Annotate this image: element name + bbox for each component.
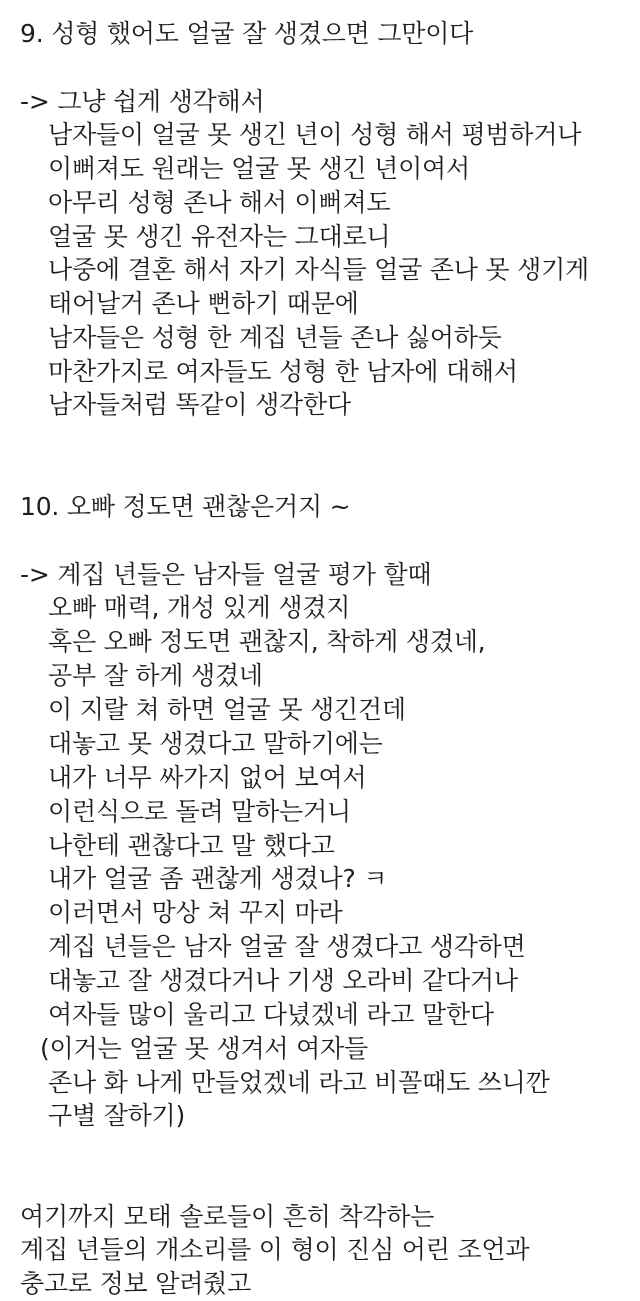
text-line: 이뻐져도 원래는 얼굴 못 생긴 년이여서 <box>48 154 470 183</box>
text-line: 여기까지 모태 솔로들이 흔히 착각하는 <box>20 1202 435 1231</box>
text-line: -> 계집 년들은 남자들 얼굴 평가 할때 <box>20 560 432 589</box>
text-line: 태어날거 존나 뻔하기 때문에 <box>48 289 359 318</box>
text-line: 충고로 정보 알려줬고 <box>20 1269 252 1298</box>
text-line: 이런식으로 돌려 말하는거니 <box>48 797 351 826</box>
text-line: 오빠 매력, 개성 있게 생겼지 <box>48 593 351 622</box>
text-line: 나중에 결혼 해서 자기 자식들 얼굴 존나 못 생기게 <box>48 255 589 284</box>
section-heading-9: 9. 성형 했어도 얼굴 잘 생겼으면 그만이다 <box>20 19 474 48</box>
text-line: 계집 년들의 개소리를 이 형이 진심 어린 조언과 <box>20 1235 530 1264</box>
text-line: 혹은 오빠 정도면 괜찮지, 착하게 생겼네, <box>48 627 486 656</box>
text-line: 아무리 성형 존나 해서 이뻐져도 <box>48 188 391 217</box>
text-line: 구별 잘하기) <box>48 1101 186 1130</box>
text-line: 이 지랄 쳐 하면 얼굴 못 생긴건데 <box>48 695 406 724</box>
text-line: (이거는 얼굴 못 생겨서 여자들 <box>40 1034 368 1063</box>
text-line: 얼굴 못 생긴 유전자는 그대로니 <box>48 222 391 251</box>
text-line: 여자들 많이 울리고 다녔겠네 라고 말한다 <box>48 1000 494 1029</box>
text-line: 대놓고 잘 생겼다거나 기생 오라비 같다거나 <box>48 966 518 995</box>
text-line: 남자들이 얼굴 못 생긴 년이 성형 해서 평범하거나 <box>48 120 582 149</box>
text-line: 계집 년들은 남자 얼굴 잘 생겼다고 생각하면 <box>48 932 526 961</box>
text-line: 존나 화 나게 만들었겠네 라고 비꼴때도 쓰니깐 <box>48 1068 550 1097</box>
text-line: 내가 얼굴 좀 괜찮게 생겼나? ㅋ <box>48 864 388 893</box>
text-line: 내가 너무 싸가지 없어 보여서 <box>48 763 367 792</box>
text-line: 이러면서 망상 쳐 꾸지 마라 <box>48 898 343 927</box>
text-line: 남자들처럼 똑같이 생각한다 <box>48 390 351 419</box>
text-line: 마찬가지로 여자들도 성형 한 남자에 대해서 <box>48 357 518 386</box>
text-line: 남자들은 성형 한 계집 년들 존나 싫어하듯 <box>48 323 502 352</box>
text-line: 공부 잘 하게 생겼네 <box>48 661 263 690</box>
section-heading-10: 10. 오빠 정도면 괜찮은거지 ~ <box>20 492 351 521</box>
text-line: 대놓고 못 생겼다고 말하기에는 <box>48 729 383 758</box>
text-line: -> 그냥 쉽게 생각해서 <box>20 87 265 116</box>
text-line: 나한테 괜찮다고 말 했다고 <box>48 831 335 860</box>
